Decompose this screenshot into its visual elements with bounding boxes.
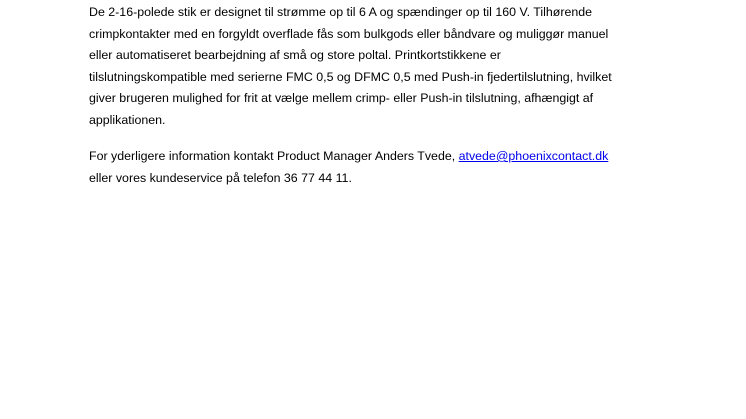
paragraph-line: crimpkontakter med en forgyldt overflade fås som bulkgods eller båndvare og muliggør manuel: [89, 26, 609, 41]
paragraph-line: eller automatiseret bearbejdning af små og store poltal. Printkortstikkene er: [89, 48, 501, 63]
contact-phone-line: eller vores kundeservice på telefon 36 77 44 11.: [89, 170, 352, 185]
paragraph-line: giver brugeren mulighed for frit at vælge mellem crimp- eller Push-in tilslutning, afhængigt af: [89, 91, 594, 106]
email-link[interactable]: atvede@phoenixcontact.dk: [458, 149, 609, 163]
contact-intro-text: For yderligere information kontakt Product Manager Anders Tvede,: [89, 149, 459, 163]
paragraph-line: applikationen.: [89, 112, 166, 127]
paragraph-line: tilslutningskompatible med serierne FMC 0,5 og DFMC 0,5 med Push-in fjedertilslutning, hvilket: [89, 69, 612, 84]
contact-line: [89, 146, 729, 168]
product-description-paragraph: [89, 2, 729, 132]
contact-paragraph: [89, 146, 729, 189]
paragraph-line: De 2-16-polede stik er designet til strømme op til 6 A og spændinger op til 160 V. Tilhørende: [89, 5, 593, 19]
